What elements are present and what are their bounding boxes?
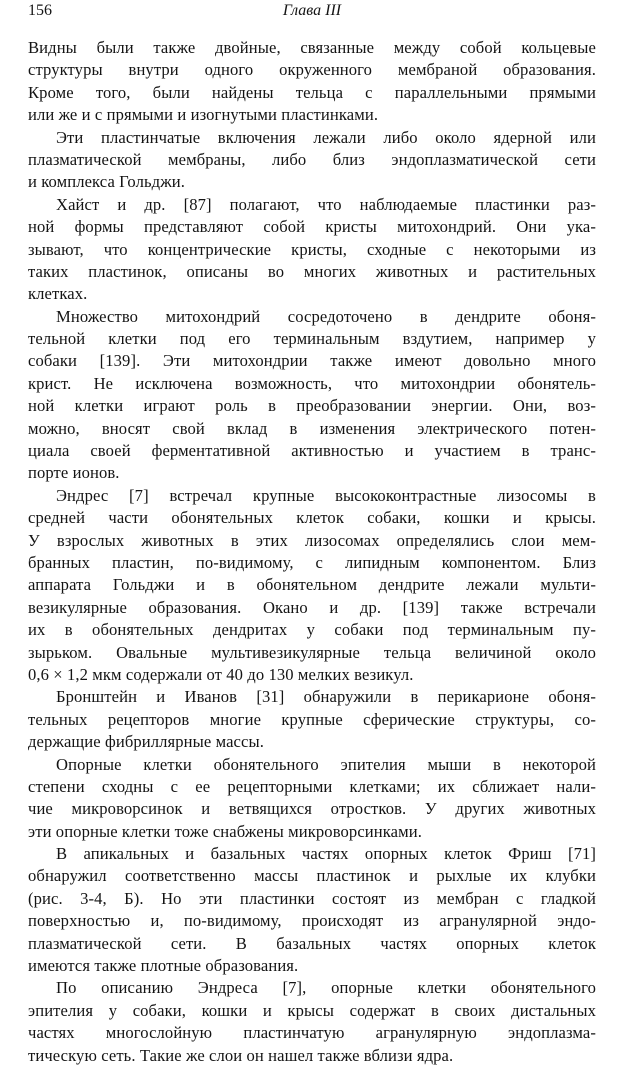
text-line: средней части обонятельных клеток собаки, кошки и крысы. (28, 508, 596, 528)
text-line: В апикальных и базальных частях опорных клеток Фриш [71] (56, 844, 596, 864)
text-line: крист. Не исключена возможность, что митохондрии обонятель- (28, 373, 596, 393)
text-line: тельной клетки под его терминальным вздутием, например у (28, 329, 596, 349)
body-text (28, 37, 596, 1067)
text-line: тическую сеть. Такие же слои он нашел также вблизи ядра. (28, 1045, 454, 1065)
text-line: Хайст и др. [87] полагают, что наблюдаемые пластинки раз- (56, 194, 596, 214)
text-line: ной формы представляют собой кристы митохондрий. Они ука- (28, 217, 596, 237)
text-line: зывают, что концентрические кристы, сходные с некоторыми из (28, 239, 596, 259)
text-line: эпителия у собаки, кошки и крысы содержат в своих дистальных (28, 1000, 596, 1020)
text-line: можно, вносят свой вклад в изменения электрического потен- (28, 418, 596, 438)
text-line: циала своей ферментативной активностью и участием в транс- (28, 441, 596, 461)
text-line: собаки [139]. Эти митохондрии также имеют довольно много (28, 351, 596, 371)
running-head-chapter-title: Глава III (282, 2, 342, 19)
text-line: (рис. 3-4, Б). Но эти пластинки состоят из мембран с гладкой (28, 888, 596, 908)
text-line: Опорные клетки обонятельного эпителия мыши в некоторой (56, 754, 596, 774)
text-line: Кроме того, были найдены тельца с параллельными прямыми (28, 82, 596, 102)
text-line: ной клетки играют роль в преобразовании энергии. Они, воз- (28, 396, 596, 416)
text-line: порте ионов. (28, 463, 120, 483)
text-line: их в обонятельных дендритах у собаки под терминальным пу- (28, 620, 596, 640)
text-line: частях многослойную пластинчатую агранулярную эндоплазма- (28, 1023, 596, 1043)
text-line: Видны были также двойные, связанные между собой кольцевые (28, 38, 596, 57)
text-line: плазматической мембраны, либо близ эндоплазматической сети (28, 149, 596, 169)
text-line: структуры внутри одного окруженного мембраной образования. (28, 60, 596, 80)
text-line: Бронштейн и Иванов [31] обнаружили в перикарионе обоня- (56, 687, 596, 707)
text-line: таких пластинок, описаны во многих животных и растительных (28, 261, 596, 281)
text-line: или же и с прямыми и изогнутыми пластинками. (28, 105, 379, 125)
text-line: зырьком. Овальные мультивезикулярные тельца величиной около (28, 642, 596, 662)
text-line: тельных рецепторов многие крупные сферические структуры, со- (28, 709, 596, 729)
text-line: У взрослых животных в этих лизосомах определялись слои мем- (28, 530, 596, 550)
text-line: Эти пластинчатые включения лежали либо около ядерной или (56, 127, 596, 147)
text-line: 0,6 × 1,2 мкм содержали от 40 до 130 мелких везикул. (28, 664, 414, 684)
text-line: По описанию Эндреса [7], опорные клетки обонятельного (56, 978, 596, 998)
text-line: чие микроворсинок и ветвящихся отростков. У других животных (28, 799, 596, 819)
text-line: плазматической сети. В базальных частях опорных клеток (28, 933, 596, 953)
text-line: держащие фибриллярные массы. (28, 732, 264, 752)
text-line: бранных пластин, по-видимому, с липидным компонентом. Близ (28, 552, 596, 572)
text-line: клетках. (28, 284, 88, 304)
text-line: эти опорные клетки тоже снабжены микроворсинками. (28, 821, 422, 841)
text-line: степени сходны с ее рецепторными клетками; их сближает нали- (28, 776, 596, 796)
text-line: Множество митохондрий сосредоточено в дендрите обоня- (56, 306, 596, 326)
text-line: поверхностью и, по-видимому, происходят из агранулярной эндо- (28, 911, 596, 931)
page-number: 156 (28, 2, 52, 19)
text-line: и комплекса Гольджи. (28, 172, 185, 192)
text-line: имеются также плотные образования. (28, 956, 299, 976)
page-header (28, 2, 596, 24)
text-line: обнаружил соответственно массы пластинок и рыхлые их клубки (28, 866, 596, 886)
text-line: Эндрес [7] встречал крупные высококонтрастные лизосомы в (56, 485, 596, 505)
text-line: аппарата Гольджи и в обонятельном дендрите лежали мульти- (28, 575, 596, 595)
text-line: везикулярные образования. Окано и др. [139] также встречали (28, 597, 596, 617)
